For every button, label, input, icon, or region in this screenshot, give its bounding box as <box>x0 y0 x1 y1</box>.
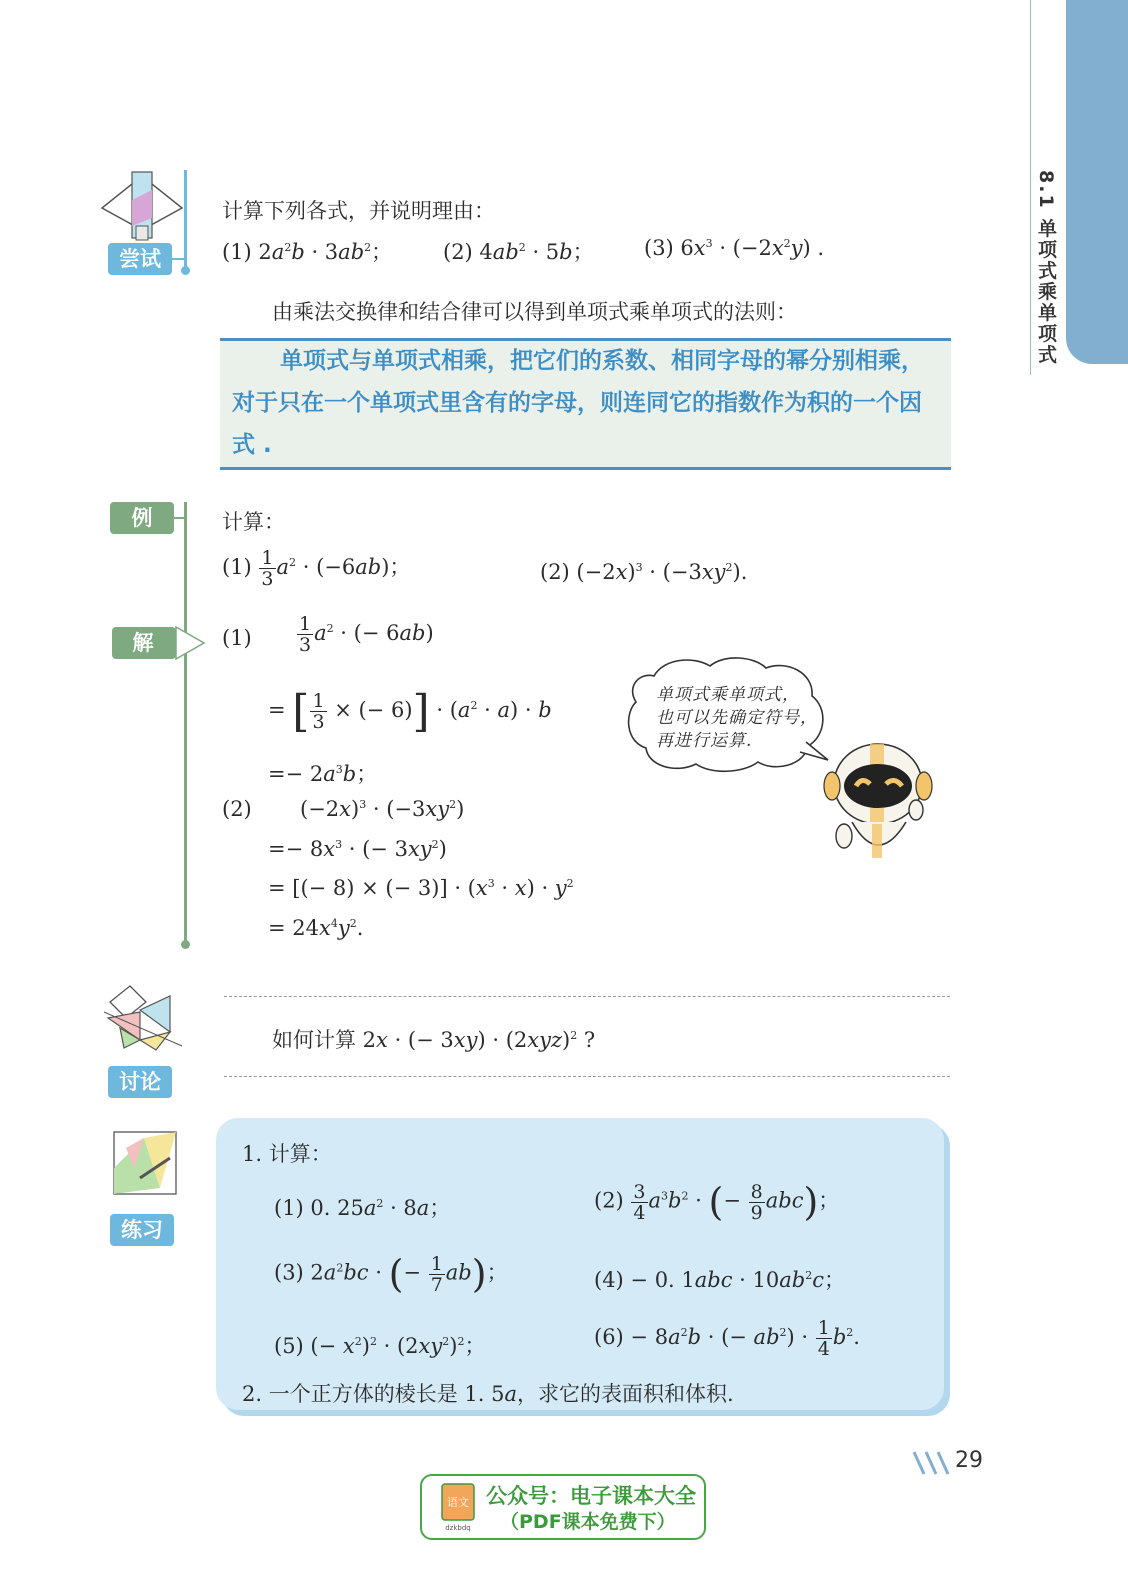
page-number: 29 <box>955 1448 983 1473</box>
practice-item-2: (2) $\frac{3}{4}$ $a^3b^2$ · (− $\frac{8}{9}$ abc)； <box>594 1180 840 1224</box>
side-divider <box>1030 0 1031 375</box>
solution-p1-line1: $\frac{1}{3}$ $a^2$ · (− 6ab) <box>299 613 434 656</box>
solution-p2-line3: = [(− 8) × (− $3)] \cdot (x^3 \cdot x) \cdot y^2$ <box>268 876 574 900</box>
book-icon-label: 语文 <box>447 1496 469 1509</box>
try-guide-line <box>184 170 187 270</box>
practice-q1-title: 1. 计算： <box>242 1142 332 1166</box>
watermark-line2: （PDF课本免费下） <box>500 1511 676 1533</box>
practice-item-4: (4) − 0. $1abc \cdot 10ab^2c$； <box>594 1268 845 1292</box>
practice-item-5: (5) (− $x^2)^2 \cdot (2xy^2)^2$； <box>274 1334 486 1358</box>
solution-p1-line3: =− $2a^3b$； <box>268 762 378 786</box>
section-title: 8.1 单项式乘单项式 <box>1035 170 1057 366</box>
solution-p2-line2: =− $8x^3$ · (− $3xy^2$) <box>268 837 447 861</box>
try-illustration-icon <box>100 170 184 246</box>
solution-p2-line1: $(-2x)^3 \cdot (-3xy^2)$ <box>300 797 465 821</box>
solution-p1-line2: = [ $\frac{1}{3}$ × (− $6)] \cdot (a^2 \cdot a) \cdot b$ <box>268 686 552 737</box>
discuss-top-divider <box>224 996 950 997</box>
example-q1: (1) $\frac{1}{3}$ $a^2 \cdot (-6ab)$； <box>222 547 411 590</box>
try-item-1: (1) $2a^2b \cdot 3ab^2$； <box>222 240 393 264</box>
practice-item-6: $(6) - 8a^2b$ · (− $ab^2$) · $\frac{1}{4}$ $b^2$. <box>594 1317 860 1360</box>
solution-p2-label: (2) <box>222 797 252 821</box>
example-badge: 例 <box>110 502 174 534</box>
discuss-badge: 讨论 <box>108 1066 172 1098</box>
practice-illustration-icon <box>100 1118 186 1202</box>
try-dot <box>181 266 190 275</box>
try-item-3: (3) $6x^3 \cdot (-2x^2y)$ . <box>644 236 825 260</box>
discuss-question: 如何计算 2x · (− $3xy) \cdot (2xyz)^2$ ? <box>272 1028 596 1052</box>
try-item-2: (2) $4ab^2 \cdot 5b$； <box>443 240 594 264</box>
example-dot <box>181 940 190 949</box>
book-icon <box>440 1482 478 1532</box>
practice-badge: 练习 <box>110 1214 174 1246</box>
discuss-illustration-icon <box>100 982 186 1054</box>
practice-item-3: (3) $2a^2bc$ · (− $\frac{1}{7}$ ab)； <box>274 1252 508 1296</box>
solution-p1-label: (1) <box>222 626 252 650</box>
side-tab <box>1066 0 1128 364</box>
try-prompt: 计算下列各式，并说明理由： <box>222 199 495 223</box>
practice-item-1: (1) 0. $25a^2 \cdot 8a$； <box>274 1196 451 1220</box>
example-prompt: 计算： <box>222 510 285 534</box>
page-marker-icon <box>912 1450 954 1476</box>
book-icon-sublabel: dzkbdq <box>445 1524 471 1532</box>
bubble-text: 单项式乘单项式， 也可以先确定符号， 再进行运算. <box>656 685 818 751</box>
try-badge: 尝试 <box>108 243 172 275</box>
watermark-line1: 公众号：电子课本大全 <box>486 1484 696 1508</box>
example-q2: (2) $(-2x)^3 \cdot (-3xy^2)$. <box>540 560 748 584</box>
solution-badge: 解 <box>132 631 154 655</box>
solution-p2-line4: = $24x^4y^2$. <box>268 916 364 940</box>
rule-intro: 由乘法交换律和结合律可以得到单项式乘单项式的法则： <box>272 300 797 324</box>
discuss-bottom-divider <box>224 1076 950 1077</box>
example-guide-line <box>184 502 187 944</box>
robot-mascot-icon <box>818 736 936 866</box>
practice-q2: 2. 一个正方体的棱长是 1. 5a，求它的表面积和体积. <box>242 1382 734 1406</box>
rule-text: 单项式与单项式相乘，把它们的系数、相同字母的幂分别相乘，对于只在一个单项式里含有的字母，则连同它的指数作为积的一个因式 . <box>232 348 924 458</box>
